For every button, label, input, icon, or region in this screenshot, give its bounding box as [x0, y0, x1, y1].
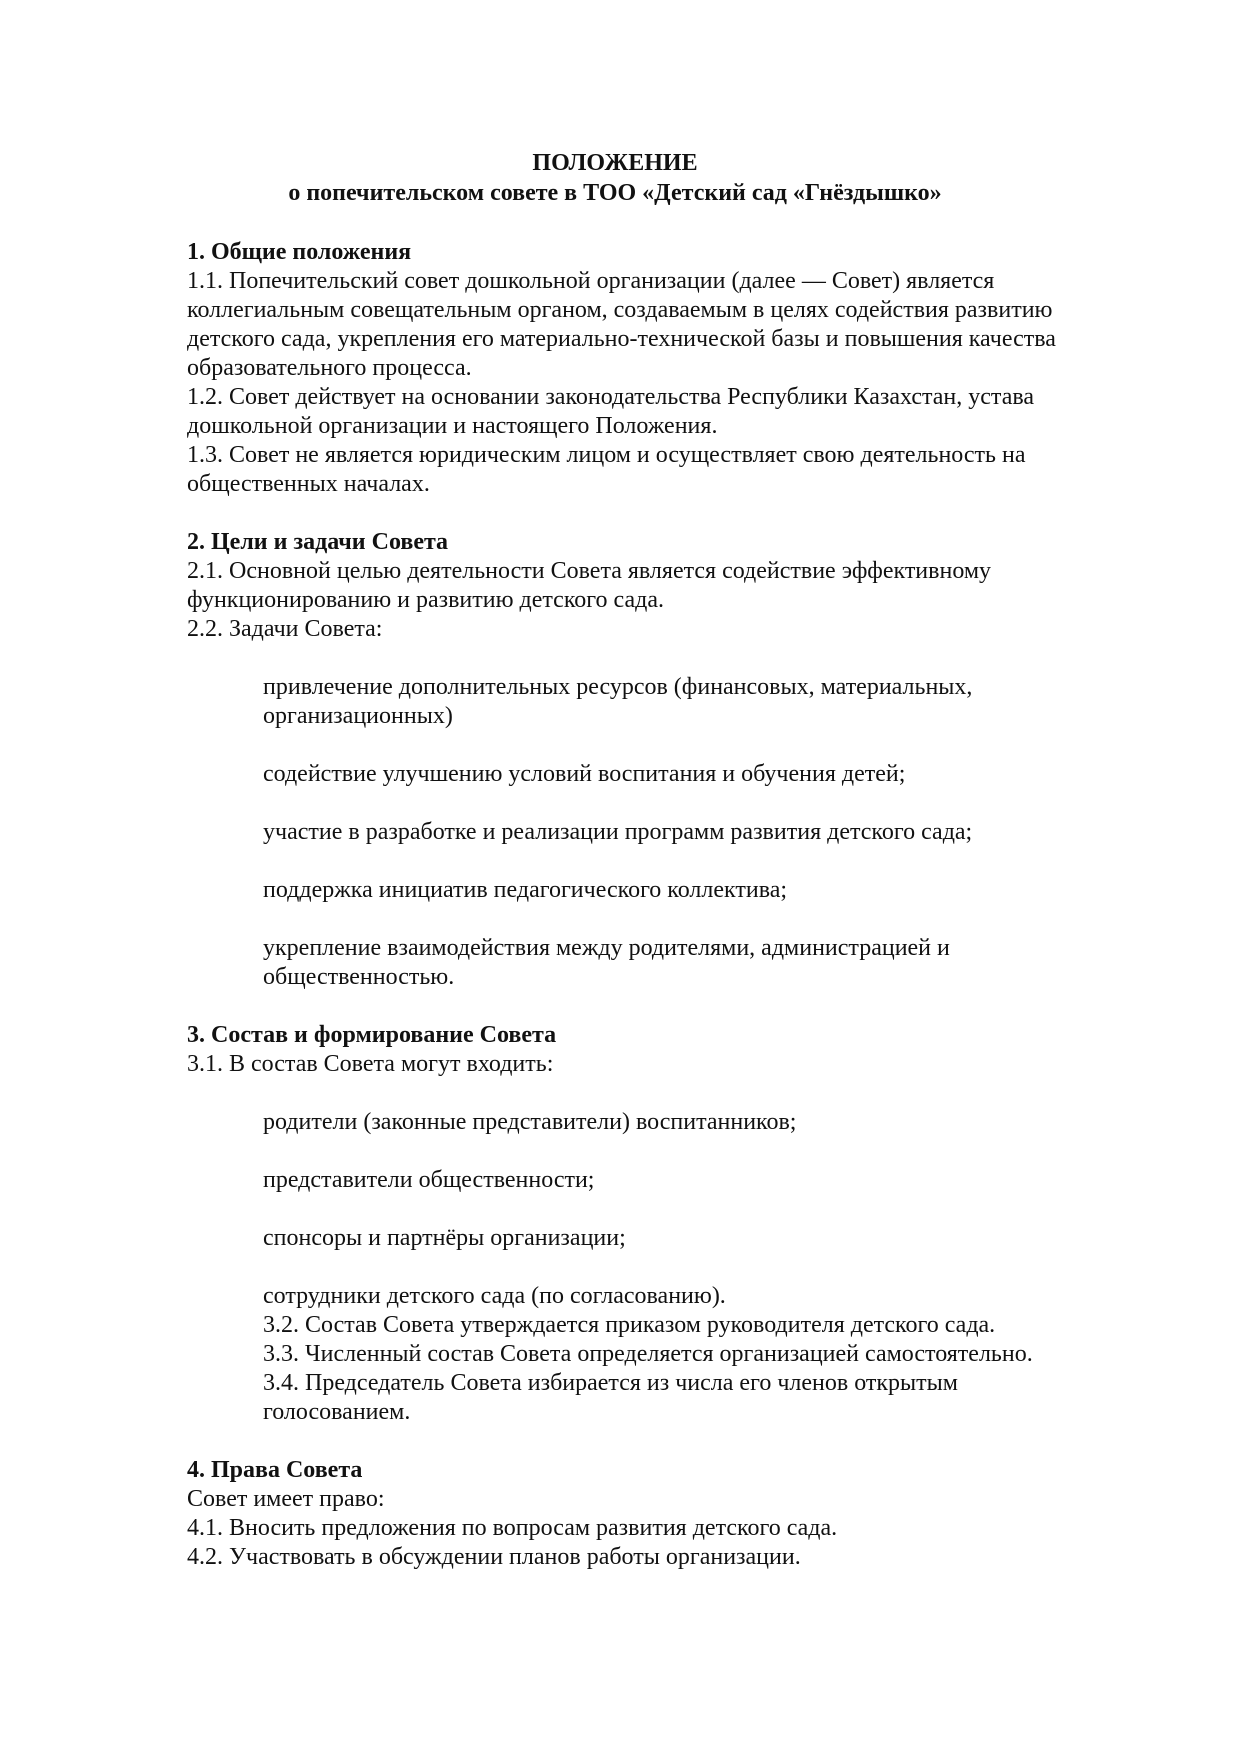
- list-item-with-subpoints: [263, 1282, 1067, 1427]
- paragraph: 2.1. Основной целью деятельности Совета является содействие эффективному функционированию и развитию детского сада.: [187, 558, 992, 613]
- section-heading: 1. Общие положения: [187, 239, 412, 265]
- title-line-1: ПОЛОЖЕНИЕ: [532, 150, 698, 176]
- paragraph: 1.2. Совет действует на основании законодательства Республики Казахстан, устава дошкольной организации и настоящего Положения.: [187, 384, 1035, 439]
- list-item: представители общественности;: [263, 1167, 595, 1193]
- members-list: [187, 1108, 1067, 1427]
- paragraph: 3.2. Состав Совета утверждается приказом руководителя детского сада.: [263, 1312, 996, 1338]
- document-page: [187, 148, 1067, 1572]
- paragraph: 4.1. Вносить предложения по вопросам развития детского сада.: [187, 1515, 838, 1541]
- paragraph: 2.2. Задачи Совета:: [187, 616, 383, 642]
- title-line-2: о попечительском совете в ТОО «Детский сад «Гнёздышко»: [288, 180, 942, 206]
- section-goals: [187, 528, 1067, 992]
- list-item: привлечение дополнительных ресурсов (финансовых, материальных, организационных): [263, 674, 973, 729]
- list-item: укрепление взаимодействия между родителями, администрацией и общественностью.: [263, 935, 950, 990]
- list-item: спонсоры и партнёры организации;: [263, 1225, 626, 1251]
- list-item: сотрудники детского сада (по согласованию).: [263, 1283, 726, 1309]
- section-heading: 4. Права Совета: [187, 1457, 363, 1483]
- paragraph: Совет имеет право:: [187, 1486, 385, 1512]
- section-general: [187, 238, 1067, 499]
- section-rights: [187, 1456, 1067, 1572]
- list-item: поддержка инициатив педагогического коллектива;: [263, 877, 788, 903]
- paragraph: 3.4. Председатель Совета избирается из числа его членов открытым голосованием.: [263, 1370, 958, 1425]
- section-composition: [187, 1021, 1067, 1427]
- paragraph: 3.1. В состав Совета могут входить:: [187, 1051, 554, 1077]
- list-item: участие в разработке и реализации программ развития детского сада;: [263, 819, 973, 845]
- paragraph: 4.2. Участвовать в обсуждении планов работы организации.: [187, 1544, 801, 1570]
- list-item: родители (законные представители) воспитанников;: [263, 1109, 797, 1135]
- paragraph: 1.3. Совет не является юридическим лицом и осуществляет свою деятельность на общественных началах.: [187, 442, 1026, 497]
- tasks-list: [187, 673, 1067, 992]
- section-heading: 3. Состав и формирование Совета: [187, 1022, 557, 1048]
- list-item: содействие улучшению условий воспитания и обучения детей;: [263, 761, 906, 787]
- section-heading: 2. Цели и задачи Совета: [187, 529, 449, 555]
- document-title: [175, 148, 1055, 208]
- paragraph: 3.3. Численный состав Совета определяется организацией самостоятельно.: [263, 1341, 1033, 1367]
- paragraph: 1.1. Попечительский совет дошкольной организации (далее — Совет) является коллегиальным совещательным органом, создаваемым в целях содействия развитию детского сада, укрепления его материально-технической базы и повышения качества образовательного процесса.: [187, 268, 1056, 381]
